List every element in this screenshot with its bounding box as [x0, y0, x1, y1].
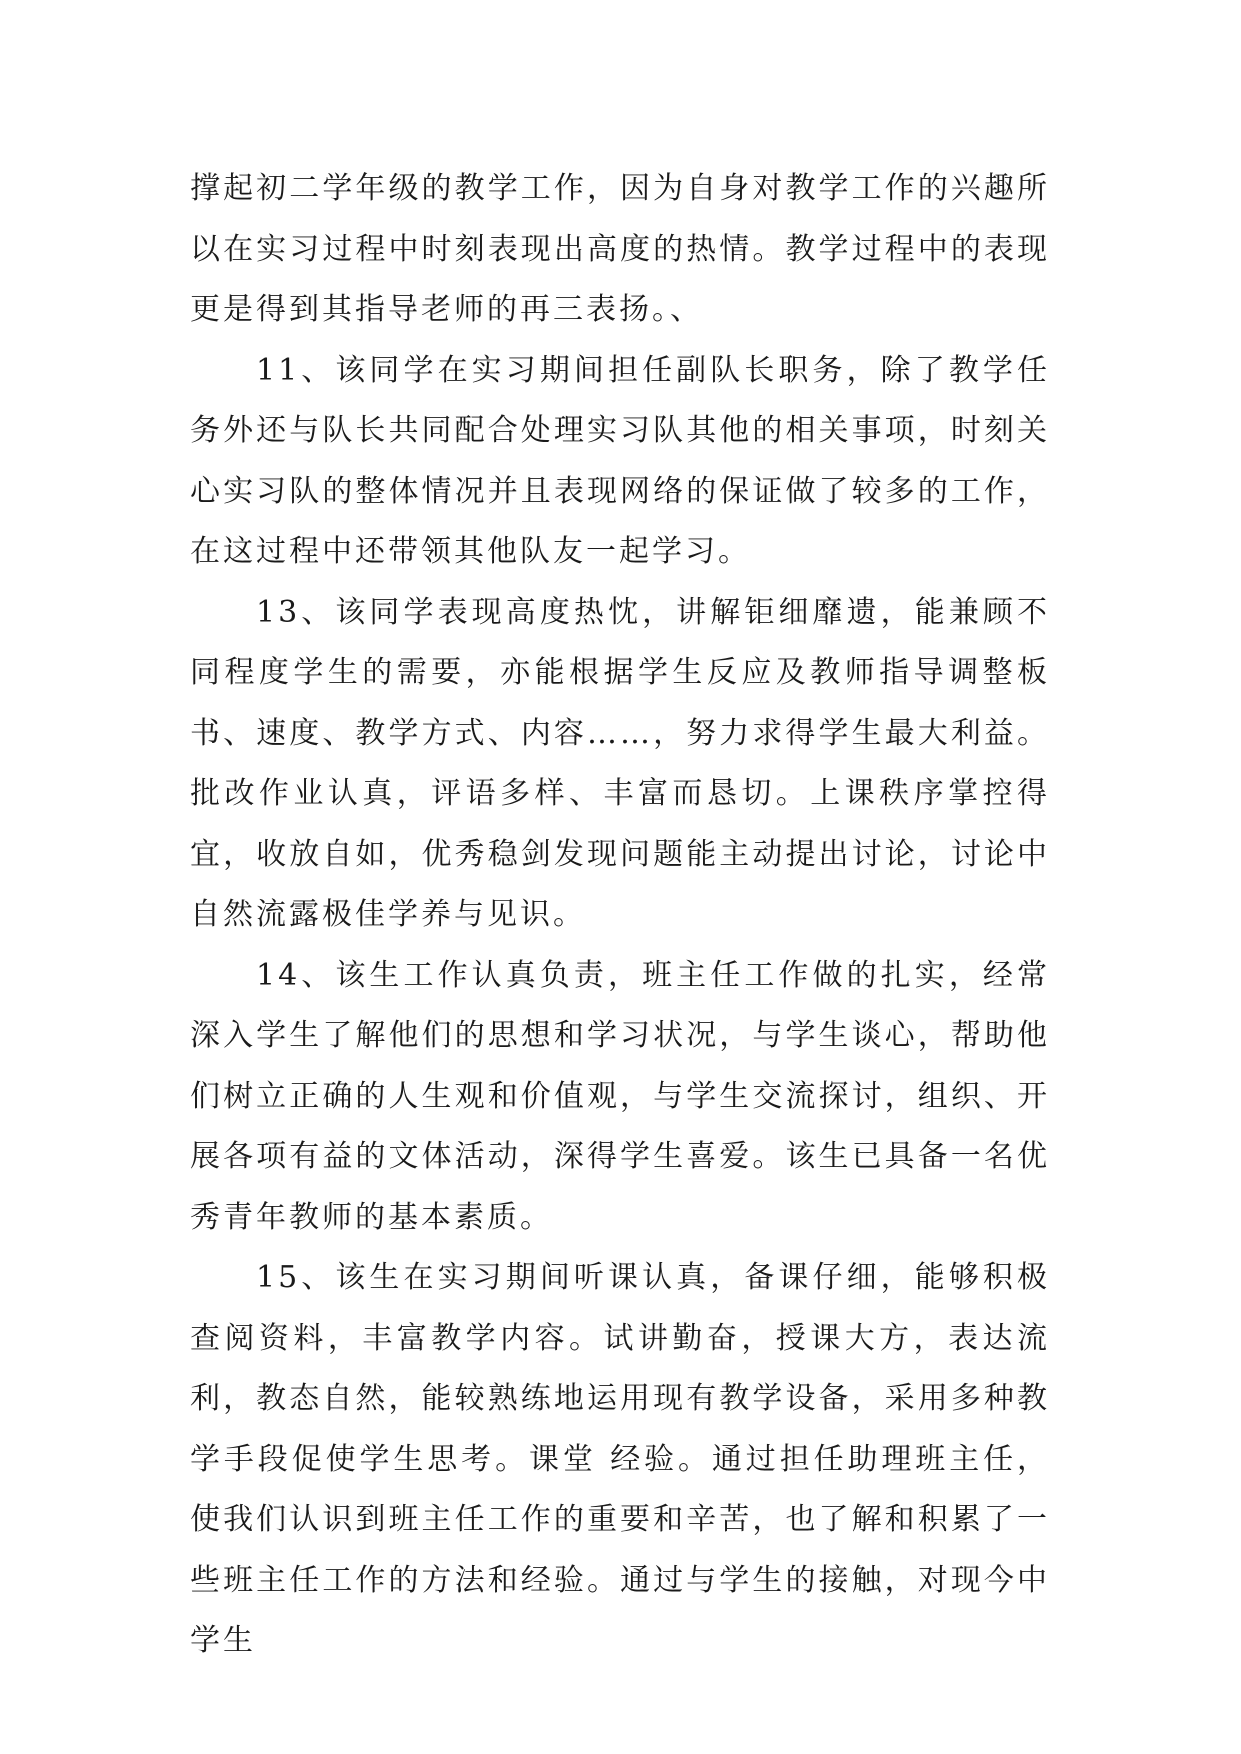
paragraph-item-14: 14、该生工作认真负责，班主任工作做的扎实，经常深入学生了解他们的思想和学习状况，与学生谈心，帮助他们树立正确的人生观和价值观，与学生交流探讨，组织、开展各项有益的文体活动，深得学生喜爱。该生已具备一名优秀青年教师的基本素质。 [190, 957, 1050, 1235]
paragraph-item-11: 11、该同学在实习期间担任副队长职务，除了教学任务外还与队长共同配合处理实习队其他的相关事项，时刻关心实习队的整体情况并且表现网络的保证做了较多的工作，在这过程中还带领其他队友一起学习。 [190, 352, 1050, 569]
document-body [190, 159, 1050, 1672]
paragraph-item-15: 15、该生在实习期间听课认真，备课仔细，能够积极查阅资料，丰富教学内容。试讲勤奋，授课大方，表达流利，教态自然，能较熟练地运用现有教学设备，采用多种教学手段促使学生思考。课堂 经验。通过担任助理班主任，使我们认识到班主任工作的重要和辛苦，也了解和积累了一些班主任工作的方法和经验。通过与学生的接触，对现今中学生 [190, 1260, 1050, 1658]
paragraph-continued: 撑起初二学年级的教学工作，因为自身对教学工作的兴趣所以在实习过程中时刻表现出高度的热情。教学过程中的表现更是得到其指导老师的再三表扬。、 [190, 171, 1050, 327]
paragraph-item-13: 13、该同学表现高度热忱，讲解钜细靡遗，能兼顾不同程度学生的需要，亦能根据学生反应及教师指导调整板书、速度、教学方式、内容……，努力求得学生最大利益。批改作业认真，评语多样、丰富而恳切。上课秩序掌控得宜，收放自如，优秀稳剑发现问题能主动提出讨论，讨论中自然流露极佳学养与见识。 [190, 594, 1050, 932]
